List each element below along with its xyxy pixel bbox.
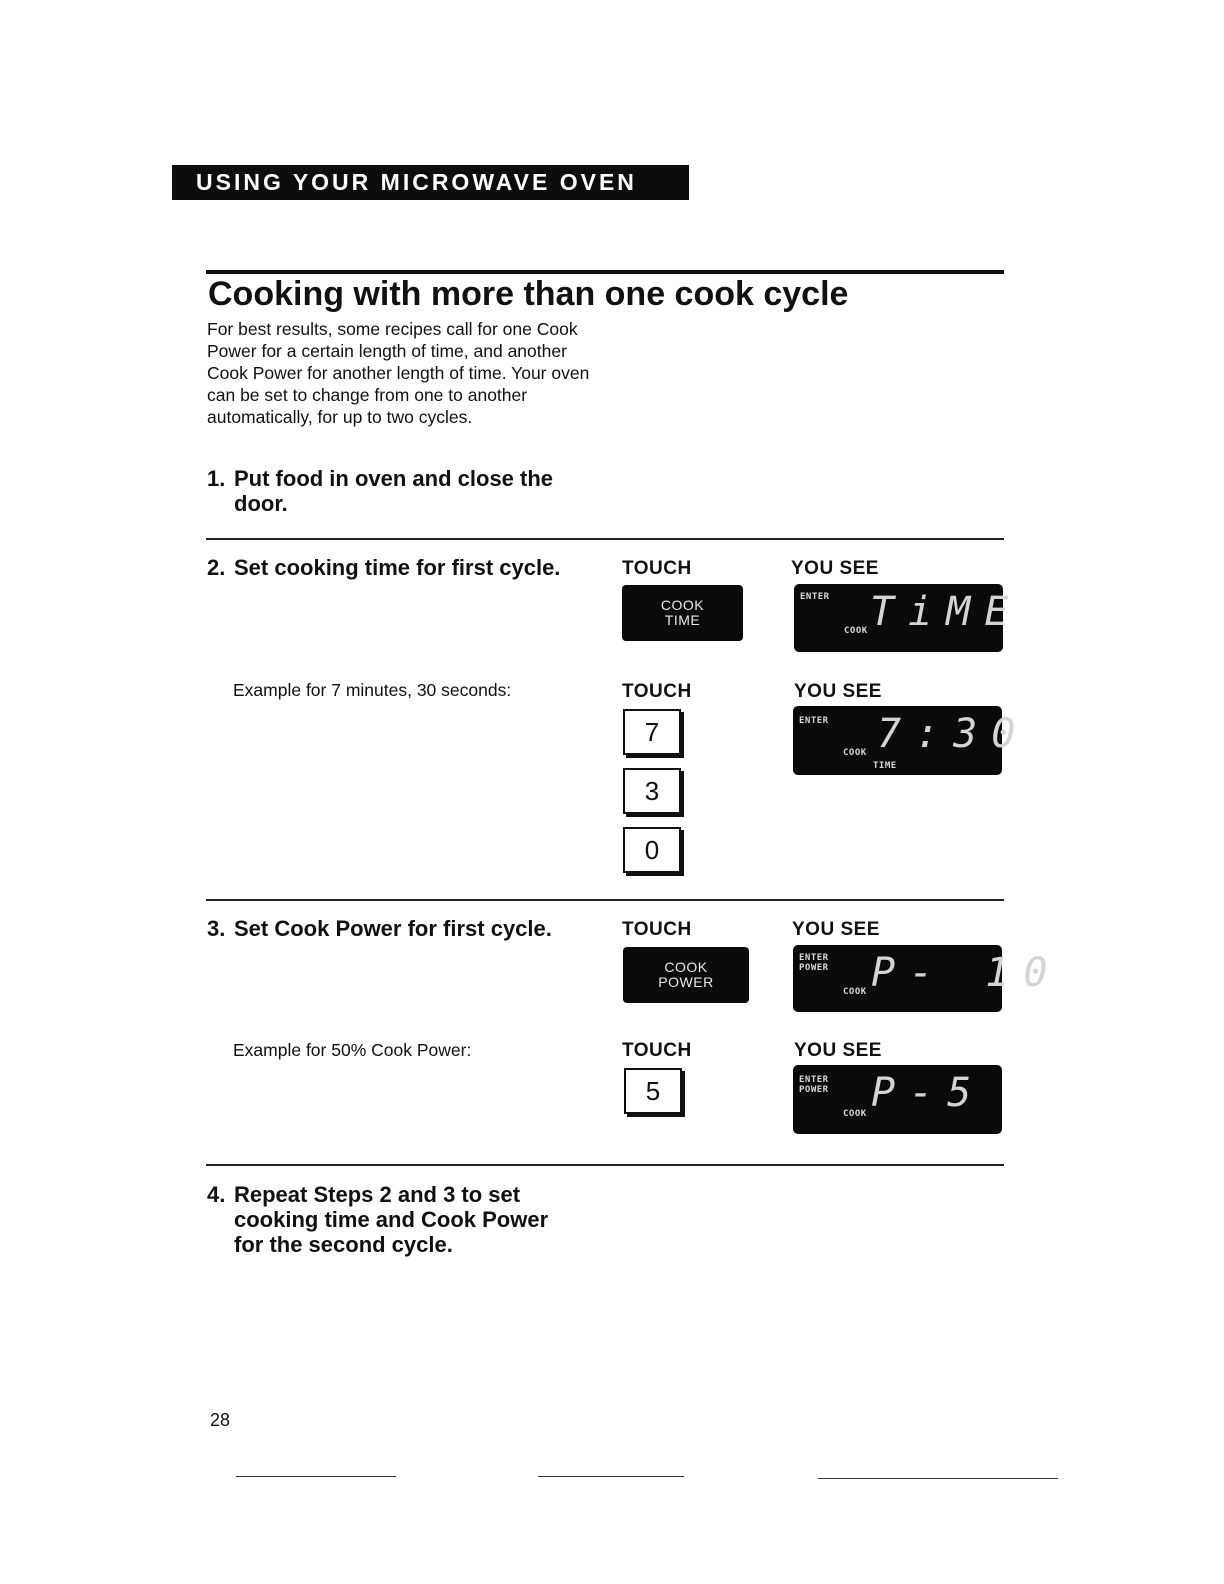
footer-rule [236,1476,396,1477]
you-see-heading: YOU SEE [794,681,882,702]
display-reading: 7:30 [877,711,1030,757]
display-power-set [793,1065,1002,1134]
display-label: POWER [799,1085,829,1095]
display-label: ENTER [799,953,829,963]
display-label: ENTER [800,592,830,602]
you-see-heading: YOU SEE [794,1040,882,1061]
example-text: Example for 50% Cook Power: [233,1040,472,1060]
display-reading: P-5 [871,1070,986,1116]
step-text: Set Cook Power for first cycle. [234,916,552,941]
step-number: 2. [207,555,226,580]
digit-0-key[interactable]: 0 [623,827,681,873]
digit-7-key[interactable]: 7 [623,709,681,755]
divider [206,1164,1004,1166]
display-label: COOK [844,626,868,636]
pad-label: TIME [664,612,701,628]
display-label: COOK [843,1109,867,1119]
step-text: Repeat Steps 2 and 3 to set cooking time and Cook Power for the second cycle. [234,1182,549,1257]
touch-heading: TOUCH [622,919,692,940]
touch-heading: TOUCH [622,558,692,579]
you-see-heading: YOU SEE [791,558,879,579]
title-rule [206,270,1004,274]
divider [206,899,1004,901]
footer-rule [818,1478,1058,1479]
divider [206,538,1004,540]
touch-heading: TOUCH [622,681,692,702]
step-2 [207,555,607,580]
display-power-prompt [793,945,1062,1012]
step-1 [207,466,567,516]
display-label: ENTER [799,716,829,726]
step-text: Put food in oven and close the door. [234,466,554,516]
touch-heading: TOUCH [622,1040,692,1061]
display-label: ENTER [799,1075,829,1085]
display-time-set [793,706,1030,775]
display-time-prompt [794,584,1023,652]
digit-5-key[interactable]: 5 [624,1068,682,1114]
display-reading: TiME [870,589,1023,635]
step-4 [207,1182,587,1257]
display-reading: P- 10 [871,950,1062,996]
step-3 [207,916,607,941]
intro-paragraph: For best results, some recipes call for one Cook Power for a certain length of time, and another Cook Power for another length of time. Your oven can be set to change from one to another automatically, for up to two cycles. [207,319,590,427]
display-label: COOK [843,987,867,997]
step-number: 4. [207,1182,226,1207]
you-see-heading: YOU SEE [792,919,880,940]
digit-3-key[interactable]: 3 [623,768,681,814]
page-number: 28 [210,1410,231,1430]
display-label: COOK [843,748,867,758]
example-text: Example for 7 minutes, 30 seconds: [233,680,512,700]
pad-label: COOK [664,959,708,975]
footer-rule [538,1476,684,1477]
pad-label: COOK [660,597,705,613]
step-number: 3. [207,916,226,941]
pad-label: POWER [658,974,714,990]
cook-power-pad[interactable] [623,947,749,1003]
section-banner: USING YOUR MICROWAVE OVEN [172,165,689,200]
page-title: Cooking with more than one cook cycle [208,275,849,313]
step-text: Set cooking time for first cycle. [234,555,561,580]
cook-time-pad[interactable] [622,585,743,641]
display-label: TIME [873,761,897,771]
display-label: POWER [799,963,829,973]
step-number: 1. [207,466,226,491]
